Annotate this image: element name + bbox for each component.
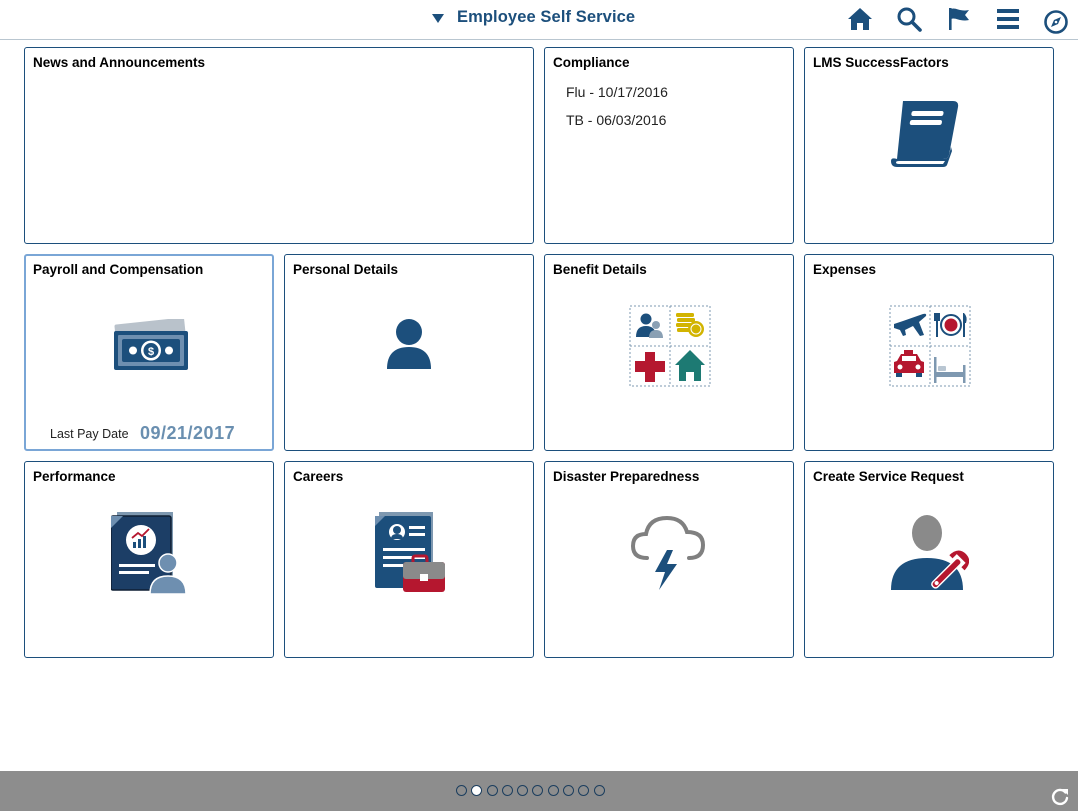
page-dot[interactable] [578, 785, 589, 796]
page-dot[interactable] [594, 785, 605, 796]
compliance-item: Flu - 10/17/2016 [566, 84, 668, 100]
tile-title: Compliance [553, 55, 630, 70]
tile-title: Expenses [813, 262, 877, 277]
last-pay-date-value: 09/21/2017 [140, 423, 236, 443]
service-person-wrench-icon [889, 512, 969, 594]
home-icon[interactable] [847, 6, 873, 32]
page-dot[interactable] [563, 785, 574, 796]
page-dot[interactable] [487, 785, 498, 796]
page-dot[interactable] [532, 785, 543, 796]
tile-disaster-preparedness[interactable] [544, 461, 794, 658]
page-dot[interactable] [471, 785, 482, 796]
tile-title: Careers [293, 469, 344, 484]
tile-lms-successfactors[interactable] [804, 47, 1054, 244]
refresh-icon[interactable] [1050, 787, 1070, 807]
tile-title: Create Service Request [813, 469, 964, 484]
caret-down-icon [432, 14, 444, 23]
homepage-selector[interactable] [432, 8, 635, 27]
page-footer [0, 771, 1078, 811]
tile-expenses[interactable] [804, 254, 1054, 451]
performance-report-icon [111, 512, 189, 594]
tile-personal-details[interactable] [284, 254, 534, 451]
menu-icon[interactable] [995, 6, 1021, 32]
tile-create-service-request[interactable] [804, 461, 1054, 658]
page-indicator [456, 785, 609, 796]
tile-title: LMS SuccessFactors [813, 55, 949, 70]
app-header [0, 0, 1078, 40]
page-dot[interactable] [548, 785, 559, 796]
tile-careers[interactable] [284, 461, 534, 658]
tile-title: Performance [33, 469, 116, 484]
tile-title: Personal Details [293, 262, 399, 277]
last-pay-date-label: Last Pay Date [50, 427, 129, 441]
flag-icon[interactable] [946, 6, 972, 32]
money-icon [110, 319, 190, 373]
career-portfolio-icon [373, 512, 447, 594]
tile-title: Benefit Details [553, 262, 647, 277]
tile-title: Payroll and Compensation [33, 262, 204, 277]
tile-title: News and Announcements [33, 55, 206, 70]
svg-text:$: $ [147, 346, 155, 358]
search-icon[interactable] [896, 6, 922, 32]
tile-news-announcements[interactable] [24, 47, 534, 244]
tile-payroll-compensation[interactable] [24, 254, 274, 451]
tile-compliance[interactable] [544, 47, 794, 244]
book-icon [889, 99, 963, 169]
person-icon [385, 317, 433, 369]
compliance-item: TB - 06/03/2016 [566, 112, 667, 128]
tile-title: Disaster Preparedness [553, 469, 700, 484]
page-dot[interactable] [502, 785, 513, 796]
compass-icon[interactable] [1043, 9, 1069, 35]
expenses-grid-icon [889, 305, 971, 387]
tile-performance[interactable] [24, 461, 274, 658]
page-dot[interactable] [456, 785, 467, 796]
page-dot[interactable] [517, 785, 528, 796]
storm-cloud-icon [629, 512, 707, 592]
benefits-grid-icon [629, 305, 711, 387]
tile-benefit-details[interactable] [544, 254, 794, 451]
page-title: Employee Self Service [457, 8, 636, 26]
